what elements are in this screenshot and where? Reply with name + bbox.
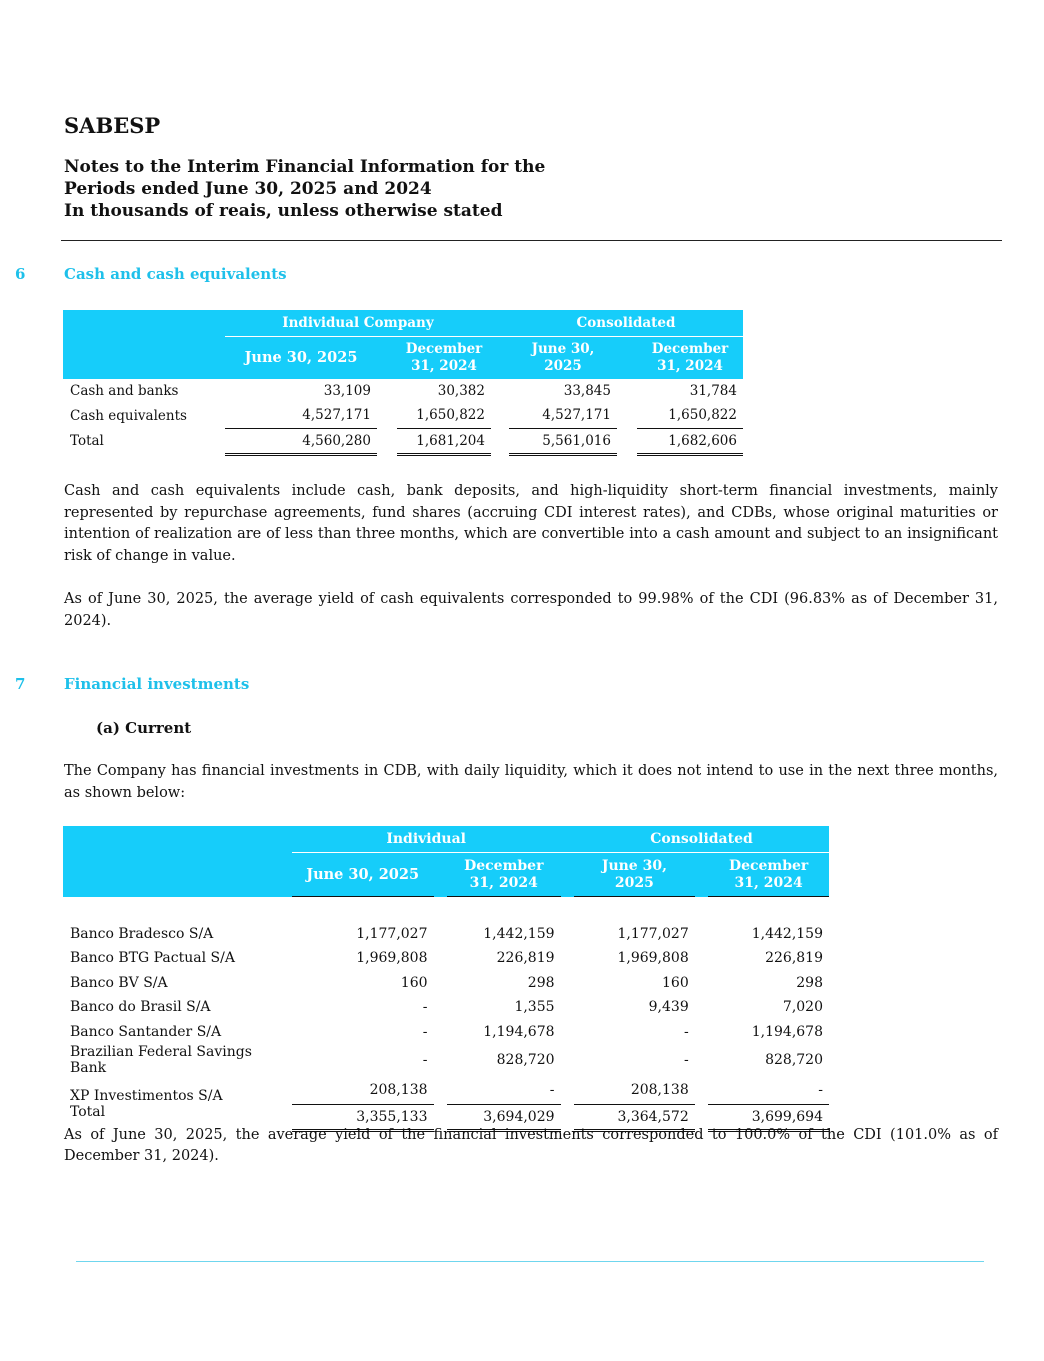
row-label: Cash and banks <box>70 382 179 399</box>
subtitle-line: Periods ended June 30, 2025 and 2024 <box>64 179 432 199</box>
document-subtitle <box>64 156 545 222</box>
cell-value: 3,364,572 <box>574 1104 695 1131</box>
column-header: December 31, 2024 <box>637 337 743 379</box>
cell-value: 160 <box>662 974 689 991</box>
section-number: 7 <box>15 675 26 693</box>
cell-value: 1,442,159 <box>483 925 555 942</box>
cell-value: 1,969,808 <box>617 950 689 967</box>
row-label: Total <box>70 1104 106 1120</box>
row-label: XP Investimentos S/A <box>70 1088 223 1104</box>
cell-value: 1,682,606 <box>637 428 743 455</box>
row-label: Banco BTG Pactual S/A <box>70 950 235 967</box>
cell-value: 1,681,204 <box>397 428 491 455</box>
table-row <box>63 403 743 428</box>
cell-value: 226,819 <box>496 950 555 967</box>
cell-value: 3,355,133 <box>292 1104 434 1131</box>
cell-value: 1,177,027 <box>356 925 428 942</box>
header-divider <box>61 240 1002 241</box>
cell-value: 1,177,027 <box>617 925 689 942</box>
company-name: SABESP <box>64 113 161 138</box>
cell-value: 9,439 <box>648 999 689 1016</box>
cell-value: 30,382 <box>437 382 485 399</box>
cell-value: 298 <box>796 974 823 991</box>
cell-value: 1,650,822 <box>637 403 743 428</box>
group-header-individual: Individual <box>292 826 561 853</box>
row-label: Banco BV S/A <box>70 974 168 991</box>
cell-value: 1,650,822 <box>397 403 491 428</box>
column-header: December 31, 2024 <box>708 853 829 897</box>
table-row <box>63 1076 829 1104</box>
cell-value: 4,560,280 <box>225 428 377 455</box>
cell-value: 33,109 <box>323 382 371 399</box>
cell-value: 1,194,678 <box>483 1023 555 1040</box>
cell-value: 5,561,016 <box>509 428 617 455</box>
cell-value: 208,138 <box>574 1076 695 1104</box>
cell-value: - <box>684 1052 689 1068</box>
section-number: 6 <box>15 265 26 283</box>
cell-value: 3,699,694 <box>708 1104 829 1131</box>
column-header: December 31, 2024 <box>397 337 491 379</box>
paragraph: As of June 30, 2025, the average yield of cash equivalents corresponded to 99.98% of the CDI (96.83% as of December 31, 2024). <box>64 591 998 629</box>
cell-value: - <box>447 1076 561 1104</box>
row-label: Banco Santander S/A <box>70 1023 222 1040</box>
column-header: June 30, 2025 <box>225 337 377 379</box>
row-label: Brazilian Federal Savings Bank <box>70 1044 252 1076</box>
cell-value: 4,527,171 <box>225 403 377 428</box>
cell-value: - <box>708 1076 829 1104</box>
table-row <box>63 1020 829 1045</box>
row-label: Cash equivalents <box>70 407 187 424</box>
subsection-heading: (a) Current <box>96 719 192 737</box>
row-label: Total <box>70 433 104 450</box>
subtitle-line: Notes to the Interim Financial Information for the <box>64 157 546 177</box>
footer-divider <box>76 1261 984 1262</box>
cell-value: - <box>422 1052 428 1068</box>
cell-value: - <box>684 1023 689 1040</box>
column-header: June 30, 2025 <box>292 853 434 897</box>
table-row <box>63 971 829 996</box>
cell-value: 1,442,159 <box>751 925 823 942</box>
cell-value: 33,845 <box>563 382 611 399</box>
cell-value: 31,784 <box>689 382 737 399</box>
cell-value: - <box>422 999 428 1016</box>
table-row <box>63 946 829 971</box>
column-header: December 31, 2024 <box>447 853 561 897</box>
cash-equivalents-table <box>63 310 743 456</box>
group-header-individual-company: Individual Company <box>225 310 491 337</box>
row-label: Banco do Brasil S/A <box>70 999 211 1016</box>
cell-value: - <box>422 1023 428 1040</box>
row-label: Banco Bradesco S/A <box>70 925 214 942</box>
cell-value: 208,138 <box>292 1076 434 1104</box>
cell-value: 4,527,171 <box>509 403 617 428</box>
cell-value: 1,355 <box>514 999 555 1016</box>
paragraph: As of June 30, 2025, the average yield of the financial investments corresponded to 100.0% of the CDI (101.0% as of December 31, 2024). <box>64 1127 998 1164</box>
table-row <box>63 1044 829 1076</box>
column-header: June 30, 2025 <box>574 853 695 897</box>
cell-value: 3,694,029 <box>447 1104 561 1131</box>
table-row <box>63 922 829 947</box>
group-header-consolidated: Consolidated <box>574 826 829 853</box>
cell-value: 298 <box>527 974 555 991</box>
table-row <box>63 379 743 404</box>
cell-value: 1,969,808 <box>356 950 428 967</box>
cell-value: 828,720 <box>496 1052 555 1068</box>
cell-value: 7,020 <box>782 999 823 1016</box>
financial-investments-table <box>63 826 829 1132</box>
paragraph: The Company has financial investments in CDB, with daily liquidity, which it does not intend to use in the next three months, as shown below: <box>64 763 998 801</box>
section-title: Financial investments <box>64 675 250 693</box>
table-row <box>63 428 743 455</box>
column-header: June 30, 2025 <box>509 337 617 379</box>
group-header-consolidated: Consolidated <box>509 310 743 337</box>
cell-value: 160 <box>400 974 428 991</box>
cell-value: 1,194,678 <box>751 1023 823 1040</box>
subtitle-line: In thousands of reais, unless otherwise stated <box>64 201 503 221</box>
table-row <box>63 995 829 1020</box>
cell-value: 226,819 <box>765 950 823 967</box>
cell-value: 828,720 <box>765 1052 823 1068</box>
paragraph: Cash and cash equivalents include cash, bank deposits, and high-liquidity short-term financial investments, mainly represented by repurchase agreements, fund shares (accruing CDI interest rates), and CDBs, whose original maturities or intention of realization are of less than three months, which are convertible into a cash amount and subject to an insignificant risk of change in value. <box>64 483 998 564</box>
section-title: Cash and cash equivalents <box>64 265 287 283</box>
